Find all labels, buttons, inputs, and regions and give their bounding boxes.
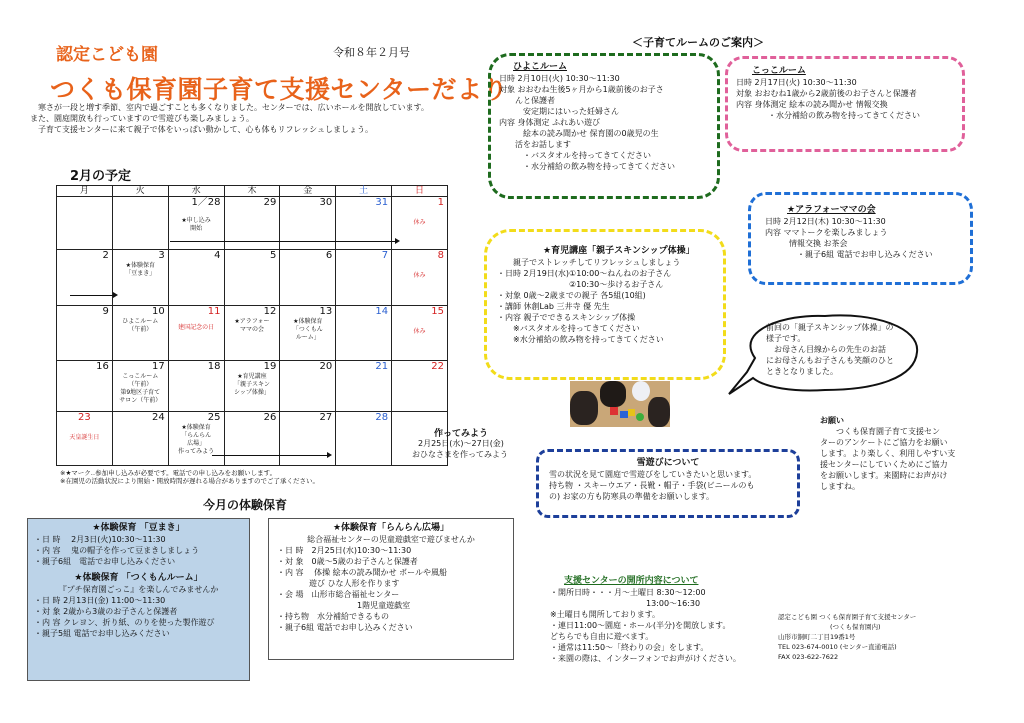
- day-number: 24: [151, 412, 165, 423]
- calendar-event: こっこルーム: [122, 373, 159, 380]
- calendar-event: ★育児講座: [237, 373, 267, 380]
- room-line: 情報交換 お茶会: [765, 239, 848, 248]
- hiyoko-room-box: [488, 53, 720, 199]
- calendar-week: [57, 361, 448, 412]
- note-line: ※在園児の活動状況により開始・開放時間が遅れる場合がありますのでご了承ください。: [60, 477, 319, 485]
- trial-line: ・対 象 2歳から3歳のお子さんと保護者: [34, 607, 178, 616]
- calendar-day: [280, 250, 336, 306]
- calendar-day: [224, 250, 280, 306]
- calendar-day: [112, 306, 168, 361]
- calendar-event: シップ体操」: [234, 389, 270, 396]
- day-number: 15: [431, 306, 444, 317]
- calendar-day: [57, 250, 113, 306]
- calendar-day: [57, 197, 113, 250]
- day-number: 4: [214, 250, 221, 261]
- calendar-event: 天皇誕生日: [69, 434, 100, 441]
- contact-line: FAX 023-622-7622: [778, 653, 839, 661]
- calendar-day: [224, 306, 280, 361]
- day-number: 25: [207, 412, 221, 423]
- calendar: [56, 185, 448, 466]
- arrow-line: [70, 295, 114, 296]
- opening-line: ・開所日時・・・月～土曜日 8:30～12:00: [550, 588, 706, 597]
- calendar-event: 「親子スキン: [233, 381, 270, 388]
- opening-section: [550, 576, 741, 664]
- trial-box-ranran: [268, 518, 514, 660]
- day-number: 23: [78, 412, 91, 423]
- course-box: [484, 229, 726, 380]
- trial-line: ・日 時 2月13日(金) 11:00～11:30: [34, 596, 166, 605]
- request-line: つくも保育園子育て支援セン: [820, 427, 940, 436]
- page-title: つくも保育園子育て支援センターだより: [50, 75, 509, 104]
- intro-line: また、園庭開放も行っていますので雪遊びも楽しみましょう。: [30, 114, 254, 123]
- arafo-box: [748, 192, 973, 285]
- room-line: 絵本の読み聞かせ 保育園の0歳児の生: [499, 129, 659, 138]
- calendar-event: 広場」: [187, 440, 206, 447]
- calendar-day: [336, 250, 392, 306]
- trial-title: ★体験保育 「豆まき」: [92, 523, 185, 533]
- calendar-day: [336, 361, 392, 412]
- opening-line: ・来園の際は、インターフォンでお声がけください。: [550, 654, 741, 663]
- room-line: 活をお話します: [499, 140, 571, 149]
- trial-line: ・親子6組 電話でお申し込みください: [277, 623, 413, 632]
- calendar-event: 建国記念の日: [178, 324, 215, 331]
- trial-heading: 今月の体験保育: [203, 498, 288, 512]
- calendar-day: [392, 306, 448, 361]
- weekday-header: 日: [392, 186, 448, 197]
- weekday-header: 金: [280, 186, 336, 197]
- day-number: 10: [151, 306, 165, 317]
- trial-title: ★体験保育 「つくもんルーム」: [74, 573, 203, 583]
- room-line: ②10:30～歩けるお子さん: [497, 280, 664, 289]
- room-line: 安定期にはいった妊婦さん: [499, 107, 619, 116]
- make-title: 作ってみよう: [434, 429, 489, 439]
- kokko-room-box: [725, 56, 965, 152]
- calendar-event: ルーム」: [295, 334, 320, 341]
- calendar-event: 「つくもん: [292, 326, 323, 333]
- room-line: ・内容 親子でできるスキンシップ体操: [497, 313, 636, 322]
- speech-bubble-text: [766, 322, 894, 377]
- bubble-line: 前回の「親子スキンシップ体操」の: [766, 323, 894, 332]
- calendar-day: [112, 412, 168, 466]
- contact-line: (つくも保育園内): [778, 623, 881, 631]
- contact-line: 認定こども園 つくも保育園子育て支援センター: [778, 613, 917, 621]
- weekday-header: 火: [112, 186, 168, 197]
- room-line: 日時 2月10日(火) 10:30～11:30: [499, 74, 620, 83]
- snow-line: 雪の状況を見て園庭で雪遊びをしていきたいと思います。: [549, 470, 757, 479]
- day-number: 6: [325, 250, 333, 261]
- calendar-day: [392, 250, 448, 306]
- rooms-heading: ＜子育てルームのご案内＞: [632, 36, 764, 49]
- calendar-event: ★体験保育: [181, 424, 211, 431]
- day-number: 27: [319, 412, 333, 423]
- room-line: 親子でストレッチしてリフレッシュしましょう: [513, 258, 681, 267]
- day-number: 1／28: [191, 197, 221, 208]
- opening-line: 13:00～16:30: [550, 599, 701, 608]
- trial-line: ・内 容 鬼の帽子を作って豆まきしましょう: [34, 546, 200, 555]
- trial-line: 遊び ひな人形を作ります: [277, 579, 400, 588]
- day-number: 19: [263, 361, 277, 372]
- day-number: 17: [151, 361, 165, 372]
- calendar-event: 休み: [413, 219, 426, 226]
- calendar-day: [280, 361, 336, 412]
- issue-label: 令和８年２月号: [333, 46, 410, 59]
- opening-line: どちらでも自由に遊べます。: [550, 632, 654, 641]
- intro-text: [30, 102, 480, 135]
- bubble-line: ときとなりました。: [766, 367, 838, 376]
- calendar-week: [57, 412, 448, 466]
- weekday-header: 水: [168, 186, 224, 197]
- opening-line: ・連日11:00～園庭・ホール(半分)を開放します。: [550, 621, 731, 630]
- day-number: 29: [263, 197, 277, 208]
- calendar-event: （午前）: [128, 381, 153, 388]
- contact-line: 山形市銅町二丁目19番1号: [778, 633, 856, 641]
- room-line: 内容 ママトークを楽しみましょう: [765, 228, 888, 237]
- day-number: 13: [319, 306, 333, 317]
- day-number: 26: [263, 412, 277, 423]
- day-number: 3: [158, 250, 165, 261]
- calendar-event: 「らんらん: [181, 432, 212, 439]
- calendar-day: [112, 250, 168, 306]
- day-number: 16: [96, 361, 109, 372]
- day-number: 5: [270, 250, 277, 261]
- calendar-day: [57, 306, 113, 361]
- make-line: 2月25日(水)～27日(金): [418, 439, 504, 448]
- room-title: こっこルーム: [752, 66, 806, 76]
- room-line: 日時 2月17日(火) 10:30～11:30: [736, 78, 857, 87]
- kindergarten-label: 認定こども園: [56, 45, 158, 65]
- calendar-event: 「豆まき」: [125, 270, 156, 277]
- day-number: 2: [102, 250, 109, 261]
- day-number: 7: [381, 250, 389, 261]
- day-number: 21: [375, 361, 389, 372]
- calendar-day: [168, 306, 224, 361]
- opening-title: 支援センターの開所内容について: [564, 576, 699, 586]
- calendar-day: [57, 361, 113, 412]
- arrow-line: [170, 241, 396, 242]
- calendar-event: 開始: [190, 225, 203, 232]
- calendar-event: ママの会: [239, 326, 264, 333]
- bubble-line: お母さん目線からの先生のお話: [766, 345, 886, 354]
- calendar-event: ひよこルーム: [122, 318, 159, 325]
- day-number: 20: [319, 361, 333, 372]
- weekday-header: 土: [336, 186, 392, 197]
- room-line: 内容 身体測定 絵本の読み聞かせ 情報交換: [736, 100, 888, 109]
- trial-line: ・親子5組 電話でお申し込みください: [34, 629, 170, 638]
- calendar-day: [168, 250, 224, 306]
- request-line: ターのアンケートにご協力をお願い: [820, 438, 948, 447]
- room-line: 対象 おおむね1歳から2歳前後のお子さんと保護者: [736, 89, 917, 98]
- request-line: 援センターにしていくためにご協力: [820, 460, 948, 469]
- make-line: おひなさまを作ってみよう: [412, 450, 508, 459]
- calendar-day: [168, 361, 224, 412]
- day-number: 28: [375, 412, 389, 423]
- snow-box: [536, 449, 800, 518]
- bubble-line: にお母さんもお子さんも笑顔のひと: [766, 356, 894, 365]
- snow-title: 雪遊びについて: [636, 458, 700, 468]
- calendar-day: [168, 412, 224, 466]
- calendar-day: [112, 361, 168, 412]
- room-line: ※水分補給の飲み物を持ってきてください: [497, 335, 664, 344]
- calendar-event: ★アラフォー: [234, 318, 270, 325]
- room-title: ★育児講座「親子スキンシップ体操」: [543, 246, 695, 256]
- intro-line: 寒さが一段と増す季節、室内で過ごすことも多くなりました。センターでは、広いホールを開放しています。: [38, 103, 429, 112]
- calendar-event: サロン（午前）: [119, 397, 162, 404]
- trial-line: ・内 容 クレヨン、折り紙、のりを使った製作遊び: [34, 618, 215, 627]
- calendar-day: [224, 412, 280, 466]
- calendar-day: [112, 197, 168, 250]
- opening-line: ・通常は11:50～「終わりの会」をします。: [550, 643, 709, 652]
- day-number: 11: [207, 306, 221, 317]
- trial-line: ・持ち物 水分補給できるもの: [277, 612, 389, 621]
- room-line: ※バスタオルを持ってきてください: [497, 324, 640, 333]
- trial-line: ・親子6組 電話でお申し込みください: [34, 557, 176, 566]
- make-text: [412, 438, 508, 460]
- calendar-day: [392, 361, 448, 412]
- request-line: しますね。: [820, 482, 860, 491]
- room-line: ・水分補給の飲み物を持ってきてください: [736, 111, 920, 120]
- activity-photo: [570, 381, 670, 427]
- calendar-title: 2月の予定: [70, 169, 132, 184]
- contact-line: TEL 023-674-0010 (センター直通電話): [778, 643, 897, 651]
- trial-line: ・内 容 体操 絵本の読み聞かせ ボールや風船: [277, 568, 448, 577]
- weekday-header: 木: [224, 186, 280, 197]
- room-line: ・講師 休創Lab 三井寺 優 先生: [497, 302, 610, 311]
- room-line: ・対象 0歳～2歳までの親子 各5組(10組): [497, 291, 646, 300]
- note-line: ※★マーク‥参加申し込みが必要です。電話での申し込みをお願いします。: [60, 469, 277, 477]
- request-title: お願い: [820, 416, 844, 425]
- snow-line: 持ち物 ・スキーウエア・長靴・帽子・手袋(ビニールのも: [549, 481, 755, 490]
- room-line: 内容 身体測定 ふれあい遊び: [499, 118, 601, 127]
- trial-title: ★体験保育「らんらん広場」: [332, 523, 450, 533]
- arrow-line: [212, 455, 328, 456]
- calendar-event: （午前）: [128, 326, 153, 333]
- intro-line: 子育て支援センターに来て親子で体をいっぱい動かして、心も体もリフレッシュしましょう。: [38, 125, 373, 134]
- day-number: 18: [207, 361, 221, 372]
- request-line: をお願いします。来園時にお声がけ: [820, 471, 948, 480]
- contact-section: [778, 612, 916, 662]
- calendar-event: ★申し込み: [181, 217, 211, 224]
- snow-line: の) お家の方も防寒具の準備をお願いします。: [549, 492, 715, 501]
- bubble-line: 様子です。: [766, 334, 806, 343]
- trial-line: 1階児童遊戯室: [277, 601, 411, 610]
- room-line: ・親子6組 電話でお申し込みください: [765, 250, 933, 259]
- room-line: んと保護者: [499, 96, 555, 105]
- trial-line: ・日 時 2月25日(水)10:30～11:30: [277, 546, 412, 555]
- room-line: ・水分補給の飲み物を持ってきてください: [499, 162, 675, 171]
- opening-line: ※土曜日も開所しております。: [550, 610, 661, 619]
- day-number: 8: [437, 250, 444, 261]
- calendar-day: [57, 412, 113, 466]
- room-line: 対象 おおむね生後5ヶ月から1歳前後のお子さ: [499, 85, 664, 94]
- request-line: します。より楽しく、利用しやすい支: [820, 449, 956, 458]
- calendar-event: 第9地区子育て: [120, 389, 161, 396]
- room-title: ひよこルーム: [513, 62, 568, 72]
- room-line: 日時 2月12日(木) 10:30～11:30: [765, 217, 886, 226]
- calendar-day: [280, 306, 336, 361]
- room-line: ・バスタオルを持ってきてください: [499, 151, 651, 160]
- calendar-week: [57, 306, 448, 361]
- calendar-day: [336, 412, 392, 466]
- calendar-day: [224, 361, 280, 412]
- trial-sub: 総合福祉センターの児童遊戯室で遊びませんか: [307, 535, 475, 544]
- calendar-event: 休み: [413, 328, 426, 335]
- trial-line: ・日 時 2月3日(火)10:30～11:30: [34, 535, 166, 544]
- calendar-event: ★体験保育: [293, 318, 323, 325]
- day-number: 31: [375, 197, 389, 208]
- weekday-header: 月: [57, 186, 113, 197]
- calendar-event: ★体験保育: [125, 262, 155, 269]
- request-section: [820, 415, 955, 492]
- day-number: 9: [102, 306, 109, 317]
- room-line: ・日時 2月19日(水)①10:00～ねんねのお子さん: [497, 269, 672, 278]
- trial-line: ・対 象 0歳～5歳のお子さんと保護者: [277, 557, 418, 566]
- calendar-day: [336, 306, 392, 361]
- room-title: ★アラフォーママの会: [787, 205, 876, 215]
- calendar-event: 作ってみよう: [178, 448, 215, 455]
- day-number: 22: [431, 361, 444, 372]
- calendar-notes: [60, 469, 319, 485]
- day-number: 1: [437, 197, 444, 208]
- trial-line: ・会 場 山形市総合福祉センター: [277, 590, 400, 599]
- trial-sub: 『プチ保育園ごっこ』を楽しんでみませんか: [58, 585, 219, 594]
- calendar-event: 休み: [413, 272, 426, 279]
- day-number: 30: [319, 197, 333, 208]
- trial-box-mamemaki: [27, 518, 250, 681]
- day-number: 12: [263, 306, 277, 317]
- day-number: 14: [375, 306, 389, 317]
